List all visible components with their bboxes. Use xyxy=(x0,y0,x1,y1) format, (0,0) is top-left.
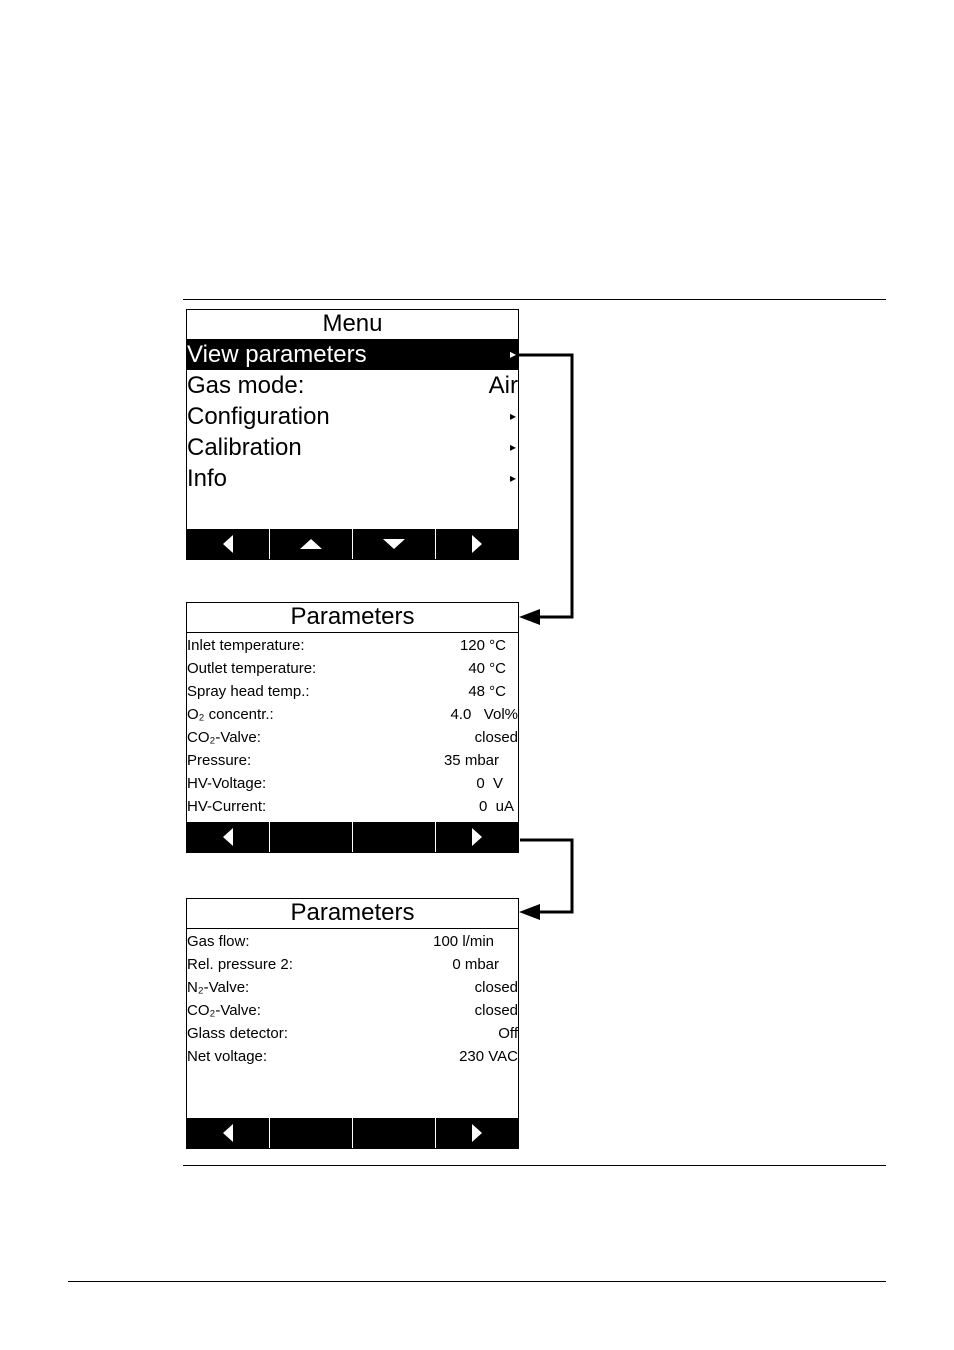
param-label: CO₂-Valve: xyxy=(187,729,261,746)
gas-mode-value: Air xyxy=(488,372,518,399)
menu-title: Menu xyxy=(322,310,383,337)
param-value: 4.0 Vol% xyxy=(450,706,518,723)
param-label: CO₂-Valve: xyxy=(187,1002,261,1019)
param-value: closed xyxy=(474,729,518,746)
param-value: 0 mbar xyxy=(452,956,499,973)
menu-item-label: View parameters xyxy=(187,341,367,368)
param-label: Net voltage: xyxy=(187,1048,268,1065)
parameters-title: Parameters xyxy=(187,899,518,929)
param-value: 100 l/min xyxy=(433,933,494,950)
param-value: 120 °C xyxy=(459,637,506,654)
param-label: Rel. pressure 2: xyxy=(187,956,293,973)
param-label: Pressure: xyxy=(187,752,252,769)
param-label: N₂-Valve: xyxy=(187,979,250,996)
arrowhead-icon xyxy=(519,904,540,920)
param-value: 0 V xyxy=(476,775,503,792)
param-value: Off xyxy=(498,1025,518,1042)
param-label: O₂ concentr.: xyxy=(187,706,274,723)
param-value: 40 °C xyxy=(468,660,506,677)
param-label: Spray head temp.: xyxy=(187,683,310,700)
submenu-arrow-icon: ▸ xyxy=(509,347,516,361)
submenu-arrow-icon: ▸ xyxy=(509,471,516,485)
param-value: closed xyxy=(474,979,518,996)
param-value: closed xyxy=(474,1002,518,1019)
submenu-arrow-icon: ▸ xyxy=(509,409,516,423)
connector-parameters-1-to-parameters-2 xyxy=(520,840,572,912)
menu-item-label: Calibration xyxy=(187,434,302,461)
submenu-arrow-icon: ▸ xyxy=(509,440,516,454)
param-label: HV-Voltage: xyxy=(187,775,267,792)
param-label: Glass detector: xyxy=(187,1025,288,1042)
arrowhead-icon xyxy=(519,609,540,625)
param-value: 48 °C xyxy=(468,683,506,700)
parameters-title: Parameters xyxy=(187,603,518,633)
param-value: 230 VAC xyxy=(459,1048,518,1065)
connector-menu-to-parameters-1 xyxy=(519,355,572,617)
param-value: 0 uA xyxy=(478,798,514,815)
param-value: 35 mbar xyxy=(443,752,499,769)
param-label: Inlet temperature: xyxy=(187,637,305,654)
param-label: Outlet temperature: xyxy=(187,660,317,677)
menu-item-label: Gas mode: xyxy=(187,372,305,399)
menu-item-label: Info xyxy=(187,465,228,492)
param-label: HV-Current: xyxy=(187,798,267,815)
menu-item-label: Configuration xyxy=(187,403,330,430)
param-label: Gas flow: xyxy=(187,933,250,950)
